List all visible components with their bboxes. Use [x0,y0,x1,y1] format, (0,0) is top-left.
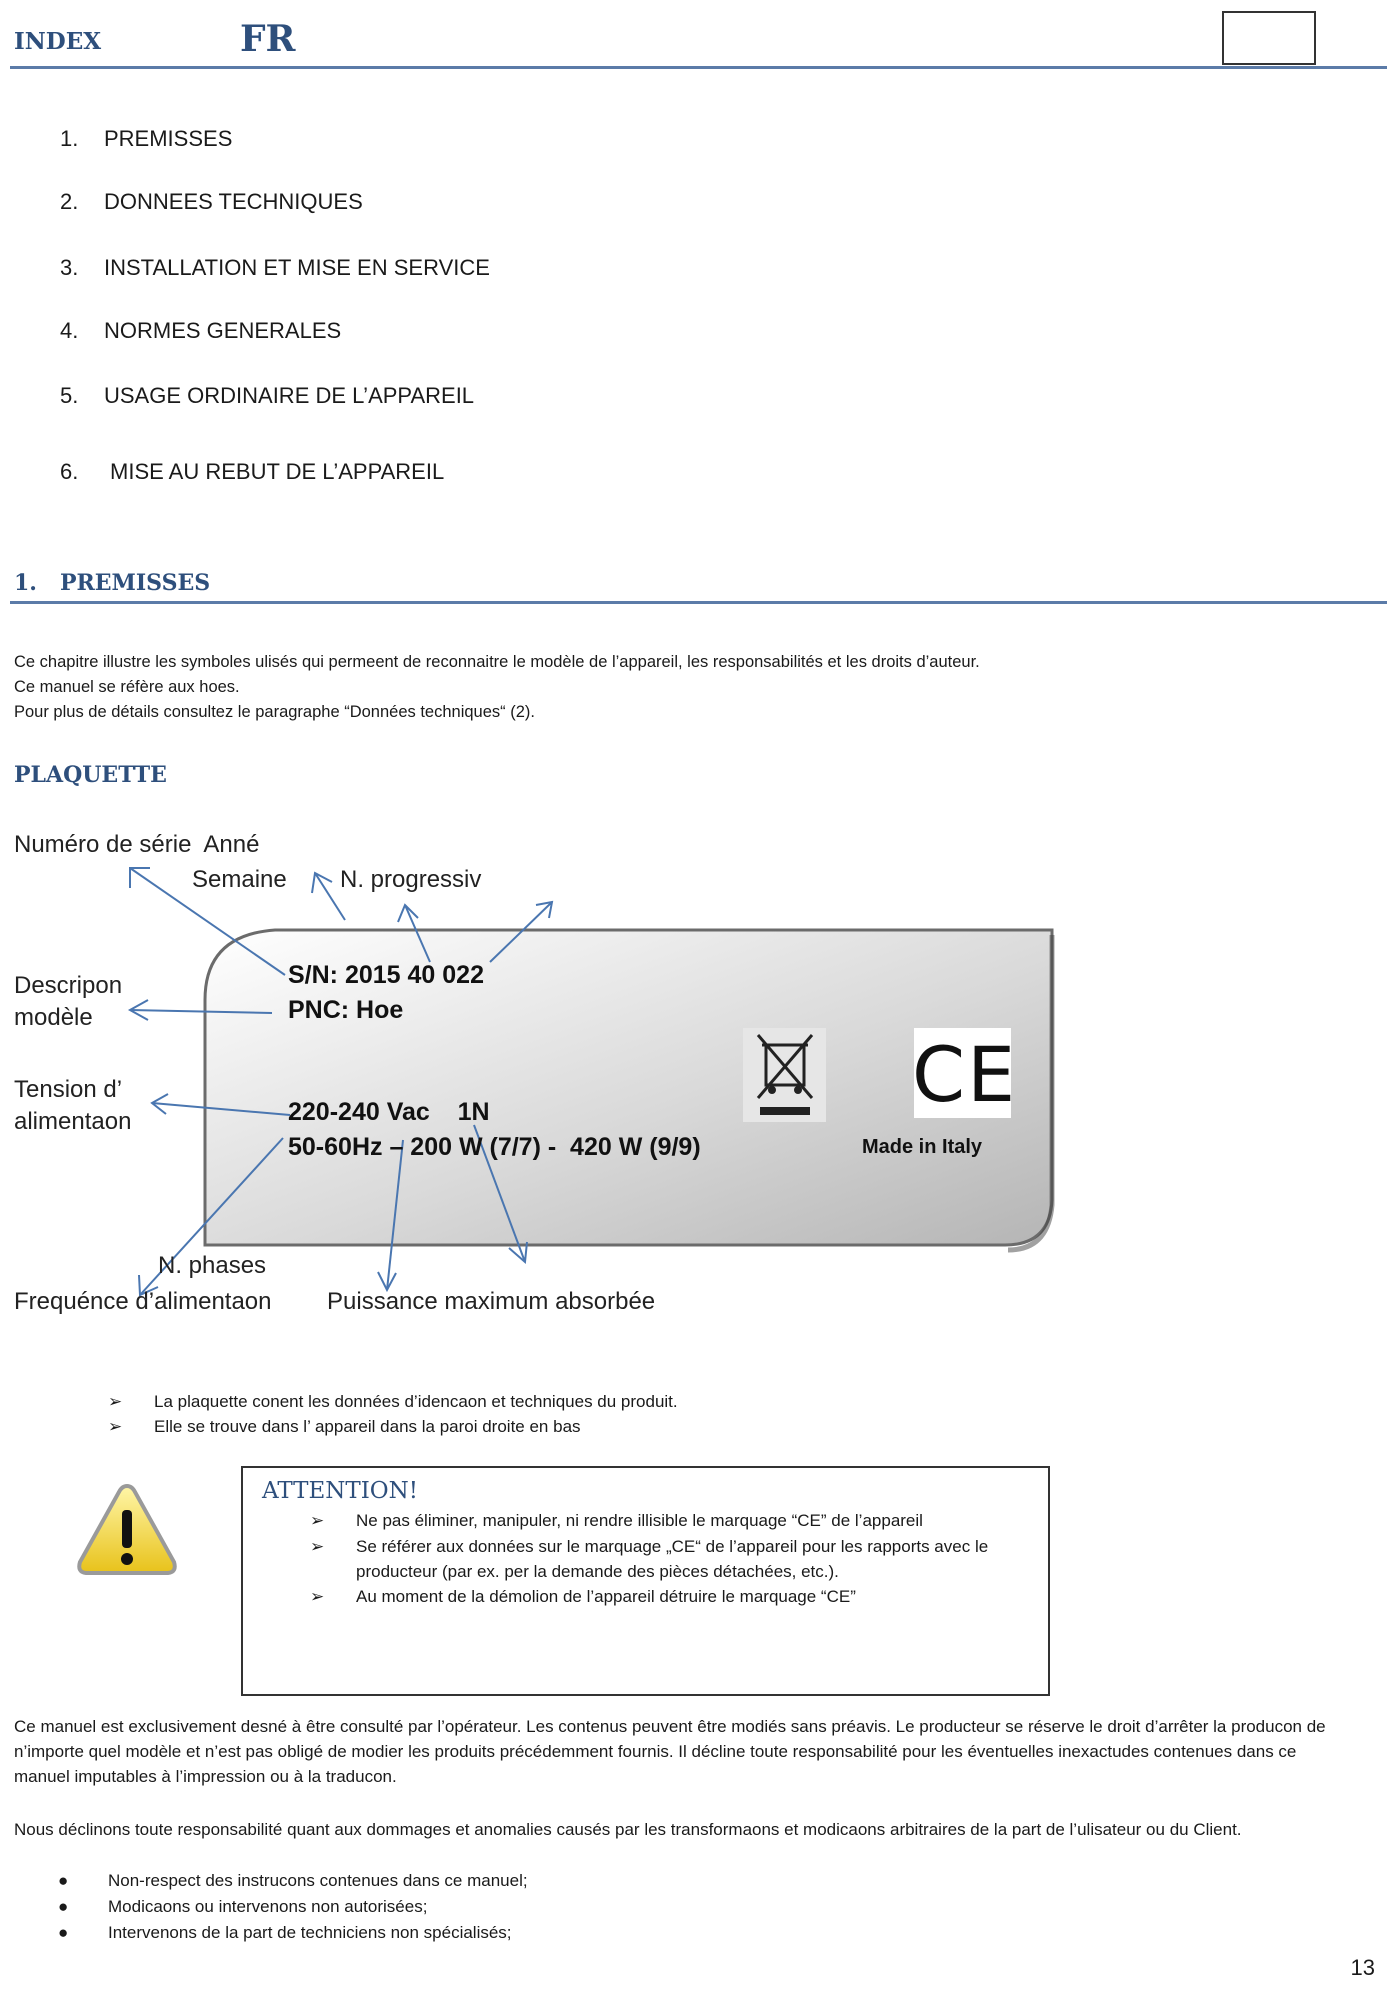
plaque-bullet-2: ➢ Elle se trouve dans l’ appareil dans la paroi droite en bas [108,1414,581,1439]
language-label: FR [240,18,296,60]
toc-item-2[interactable]: 2. DONNEES TECHNIQUES [60,189,363,214]
plaque-bullet-1: ➢ La plaquette conent les données d’idencaon et techniques du produit. [108,1389,678,1414]
label-power: Puissance maximum absorbée [327,1288,656,1315]
section-heading-premisses: 1. PREMISSES [14,570,211,596]
toc-item-4[interactable]: 4. NORMES GENERALES [60,318,342,343]
page-number: 13 [1350,1955,1375,1980]
disclaimer-bullet-2: ● Modicaons ou intervenons non autorisées; [58,1894,427,1919]
toc-item-6[interactable]: 6. MISE AU REBUT DE L’APPAREIL [60,459,445,484]
arrow-bullet-icon: ➢ [310,1511,325,1530]
label-frequency: Frequénce d’alimentaon [14,1288,272,1315]
bullet-dot-icon: ● [58,1897,69,1916]
plate-serial-number: S/N: 2015 40 022 [288,961,484,989]
header-rule [10,66,1387,69]
section-rule [10,601,1387,604]
index-label: INDEX [14,28,102,55]
arrow-bullet-icon: ➢ [108,1417,123,1436]
plate-pnc: PNC: Hoe [288,996,404,1024]
toc-item-1[interactable]: 1. PREMISSES [60,126,233,151]
attention-item-3: ➢ Au moment de la démolion de l’appareil détruire le marquage “CE” [310,1584,856,1609]
plaquette-heading: PLAQUETTE [14,762,167,788]
attention-item-2: ➢ Se référer aux données sur le marquage „CE“ de l’appareil pour les rapports avec le producteur (par ex. per la demande des pièces détachées, etc.). [310,1534,1010,1584]
label-phases: N. phases [158,1252,267,1279]
ce-mark: CE [912,1030,1018,1119]
intro-line-3: Pour plus de détails consultez le paragraphe “Données techniques“ (2). [14,703,535,721]
toc-item-3[interactable]: 3. INSTALLATION ET MISE EN SERVICE [60,255,490,280]
disclaimer-paragraph-2: Nous déclinons toute responsabilité quant aux dommages et anomalies causés par les transformaons et modicaons arbitraires de la part de l’ulisateur ou du Client. [14,1820,1242,1839]
arrow-bullet-icon: ➢ [108,1392,123,1411]
bullet-dot-icon: ● [58,1871,69,1890]
header-box [1222,11,1316,65]
plate-voltage: 220-240 Vac 1N [288,1098,490,1126]
label-description: Descripon modèle [14,972,123,1031]
arrow-bullet-icon: ➢ [310,1587,325,1606]
disclaimer-bullet-3: ● Intervenons de la part de techniciens non spécialisés; [58,1920,512,1945]
plate-made-in: Made in Italy [862,1136,983,1158]
warning-icon [74,1480,180,1580]
arrow-bullet-icon: ➢ [310,1537,325,1556]
intro-line-2: Ce manuel se réfère aux hoes. [14,678,240,696]
label-serial-number: Numéro de série Anné [14,831,260,858]
disclaimer-paragraph-1: Ce manuel est exclusivement desné à être consulté par l’opérateur. Les contenus peuvent être modiés sans préavis. Le producteur se réserve le droit d’arrêter la producon de n’importe quel modèle et n’est pas obligé de modier les produits précédemment fournis. Il décline toute responsabilité pour les éventuelles inexactudes contenues dans ce manuel imputables à l’impression ou à la traducon. [14,1717,1326,1786]
weee-icon [743,1028,826,1122]
toc-item-5[interactable]: 5. USAGE ORDINAIRE DE L’APPAREIL [60,383,475,408]
bullet-dot-icon: ● [58,1923,69,1942]
plate-frequency-power: 50-60Hz – 200 W (7/7) - 420 W (9/9) [288,1133,701,1161]
attention-title: ATTENTION! [262,1478,419,1504]
attention-item-1: ➢ Ne pas éliminer, manipuler, ni rendre illisible le marquage “CE” de l’appareil [310,1508,923,1533]
disclaimer-bullet-1: ● Non-respect des instrucons contenues dans ce manuel; [58,1868,528,1893]
label-progressive: N. progressiv [340,866,482,893]
label-voltage: Tension d’ alimentaon [14,1076,132,1135]
label-week: Semaine [192,866,287,893]
intro-line-1: Ce chapitre illustre les symboles ulisés qui permeent de reconnaitre le modèle de l’appareil, les responsabilités et les droits d’auteur. [14,653,980,671]
